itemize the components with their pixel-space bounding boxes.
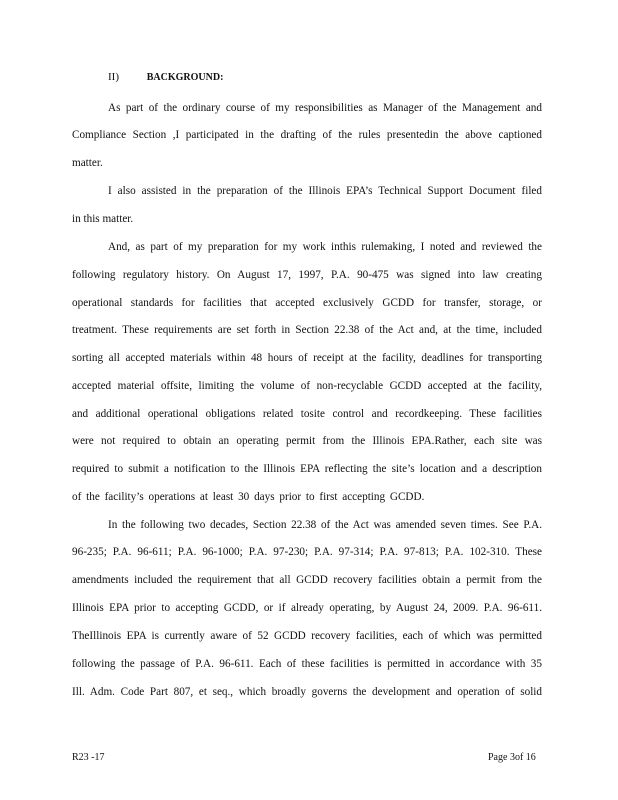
- paragraph-line: sorting all accepted materials within 48 hours of receipt at the facility, deadlines for transporting: [72, 352, 542, 364]
- paragraph-line: in this matter.: [72, 213, 134, 225]
- paragraph-line: following regulatory history. On August 17, 1997, P.A. 90-475 was signed into law creating: [72, 269, 542, 281]
- section-heading: [108, 70, 223, 85]
- paragraph-line: treatment. These requirements are set forth in Section 22.38 of the Act and, at the time, included: [72, 324, 542, 336]
- paragraph-line: I also assisted in the preparation of the Illinois EPA’s Technical Support Document filed: [108, 185, 542, 197]
- paragraph-line: matter.: [72, 157, 103, 169]
- paragraph-line: TheIllinois EPA is currently aware of 52 GCDD recovery facilities, each of which was permitted: [72, 630, 542, 642]
- paragraph-line: amendments included the requirement that all GCDD recovery facilities obtain a permit from the: [72, 574, 542, 586]
- footer-page-number: Page 3of 16: [488, 752, 536, 763]
- paragraph-line: In the following two decades, Section 22.38 of the Act was amended seven times. See P.A.: [108, 519, 542, 531]
- paragraph-line: As part of the ordinary course of my responsibilities as Manager of the Management and: [108, 102, 542, 114]
- section-number: II): [108, 71, 119, 83]
- paragraph-line: Compliance Section ,I participated in the drafting of the rules presentedin the above captioned: [72, 129, 542, 141]
- paragraph-line: Illinois EPA prior to accepting GCDD, or if already operating, by August 24, 2009. P.A. 96-611.: [72, 602, 542, 614]
- paragraph-line: accepted material offsite, limiting the volume of non-recyclable GCDD accepted at the facility,: [72, 380, 542, 392]
- paragraph-line: following the passage of P.A. 96-611. Each of these facilities is permitted in accordance with 35: [72, 658, 542, 670]
- paragraph-line: And, as part of my preparation for my work inthis rulemaking, I noted and reviewed the: [108, 241, 542, 253]
- paragraph-line: of the facility’s operations at least 30 days prior to first accepting GCDD.: [72, 491, 425, 503]
- paragraph-line: were not required to obtain an operating permit from the Illinois EPA.Rather, each site was: [72, 435, 542, 447]
- paragraph-line: Ill. Adm. Code Part 807, et seq., which broadly governs the development and operation of solid: [72, 686, 542, 698]
- paragraph-line: 96-235; P.A. 96-611; P.A. 96-1000; P.A. 97-230; P.A. 97-314; P.A. 97-813; P.A. 102-310. These: [72, 546, 542, 558]
- footer-docket-number: R23 -17: [72, 752, 105, 763]
- paragraph-line: required to submit a notification to the Illinois EPA reflecting the site’s location and a description: [72, 463, 542, 475]
- section-title: BACKGROUND:: [146, 72, 224, 83]
- paragraph-line: and additional operational obligations related tosite control and recordkeeping. These facilities: [72, 408, 542, 420]
- paragraph-line: operational standards for facilities that accepted exclusively GCDD for transfer, storage, or: [72, 297, 542, 309]
